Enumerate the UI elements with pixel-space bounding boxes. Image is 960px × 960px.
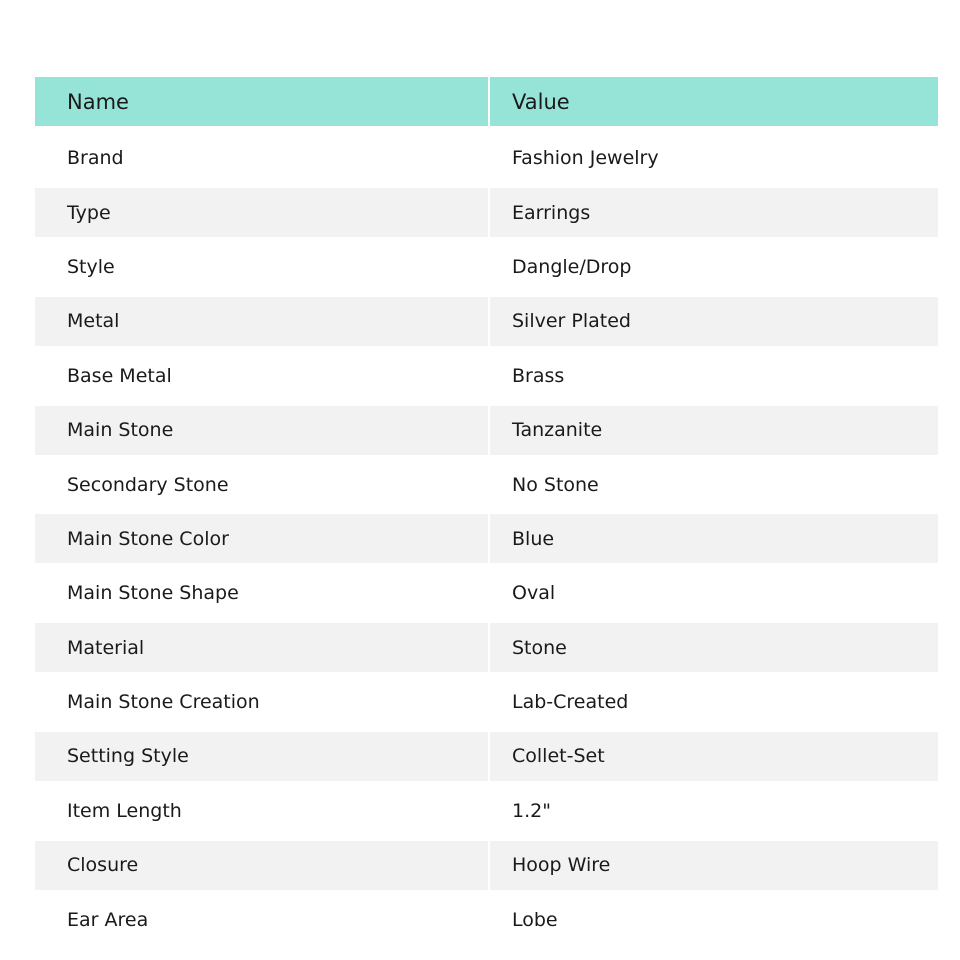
row-name-cell: Closure — [35, 841, 490, 890]
row-name-cell: Secondary Stone — [67, 473, 229, 496]
row-name-cell: Material — [35, 623, 490, 672]
row-name-cell: Main Stone — [35, 406, 490, 455]
row-value-cell: Fashion Jewelry — [512, 147, 659, 170]
row-name-cell: Type — [35, 188, 490, 237]
column-header-value: Value — [490, 77, 938, 126]
row-value-cell: Dangle/Drop — [512, 255, 632, 278]
table-row — [35, 675, 938, 729]
row-value-cell: Silver Plated — [490, 297, 938, 346]
row-name-cell: Main Stone Creation — [67, 691, 260, 714]
row-value-cell: Earrings — [490, 188, 938, 237]
table-row — [35, 621, 938, 675]
specifications-table — [35, 77, 938, 947]
row-value-cell: Collet-Set — [490, 732, 938, 781]
row-value-cell: Lab-Created — [512, 691, 629, 714]
table-row — [35, 512, 938, 566]
table-body — [35, 131, 938, 947]
row-value-cell: 1.2" — [512, 799, 551, 822]
row-value-cell: Tanzanite — [490, 406, 938, 455]
row-value-cell: Lobe — [512, 908, 558, 931]
row-name-cell: Ear Area — [67, 908, 149, 931]
table-row — [35, 294, 938, 348]
table-row — [35, 240, 938, 294]
row-value-cell: Stone — [490, 623, 938, 672]
table-row — [35, 457, 938, 511]
row-name-cell: Main Stone Shape — [67, 582, 239, 605]
table-row — [35, 566, 938, 620]
table-row — [35, 892, 938, 946]
row-value-cell: No Stone — [512, 473, 599, 496]
row-value-cell: Hoop Wire — [490, 841, 938, 890]
row-value-cell: Brass — [512, 364, 565, 387]
table-row — [35, 131, 938, 185]
table-row — [35, 349, 938, 403]
table-row — [35, 403, 938, 457]
row-name-cell: Setting Style — [35, 732, 490, 781]
row-name-cell: Metal — [35, 297, 490, 346]
table-row — [35, 185, 938, 239]
row-name-cell: Brand — [67, 147, 124, 170]
column-header-name: Name — [35, 77, 490, 126]
row-name-cell: Base Metal — [67, 364, 172, 387]
row-name-cell: Main Stone Color — [35, 514, 490, 563]
table-row — [35, 729, 938, 783]
table-header-row — [35, 77, 938, 126]
table-row — [35, 838, 938, 892]
table-row — [35, 784, 938, 838]
row-value-cell: Blue — [490, 514, 938, 563]
row-name-cell: Item Length — [67, 799, 182, 822]
row-value-cell: Oval — [512, 582, 556, 605]
row-name-cell: Style — [67, 255, 115, 278]
